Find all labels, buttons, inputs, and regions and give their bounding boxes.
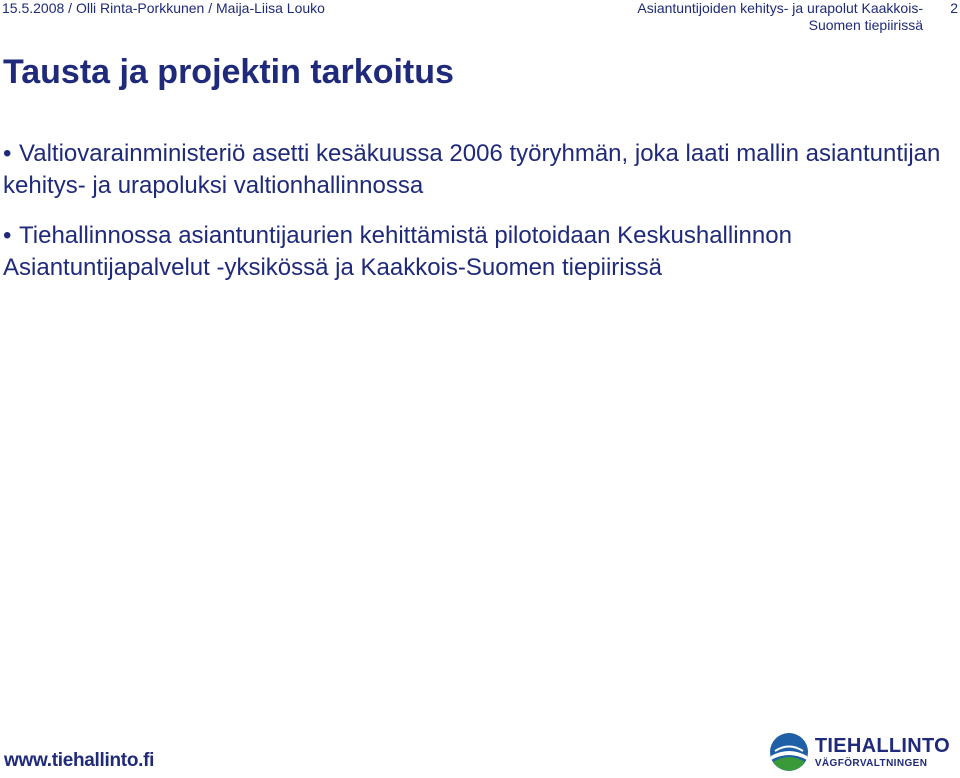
logo-subtitle: VÄGFÖRVALTNINGEN [814,757,928,769]
header-date-authors: 15.5.2008 / Olli Rinta-Porkkunen / Maija-Liisa Louko [2,0,325,16]
header-title-line-2: Suomen tiepiirissä [808,17,923,33]
tiehallinto-logo [769,732,950,772]
bullet-text-1: Valtiovarainministeriö asetti kesäkuussa 2006 työryhmän, joka laati mallin asiantuntijan kehitys- ja urapoluksi valtionhallinnossa [3,140,941,199]
page-number: 2 [950,0,958,16]
bullet-dot-icon: • [3,222,12,249]
footer-website-link[interactable]: www.tiehallinto.fi [4,750,155,771]
tiehallinto-globe-logo-icon [769,732,809,772]
logo-text [815,736,950,769]
bullet-list [3,138,953,302]
logo-name: TIEHALLINTO [814,734,950,757]
slide-title: Tausta ja projektin tarkoitus [3,53,454,91]
bullet-dot-icon: • [3,140,12,167]
header-title-line-1: Asiantuntijoiden kehitys- ja urapolut Kaakkois- [637,0,923,16]
bullet-item-1 [3,138,953,202]
bullet-item-2 [3,220,953,284]
bullet-text-2: Tiehallinnossa asiantuntijaurien kehittämistä pilotoidaan Keskushallinnon Asiantuntijapalvelut -yksikössä ja Kaakkois-Suomen tiepiirissä [3,222,792,281]
header-presentation-title [623,0,923,34]
